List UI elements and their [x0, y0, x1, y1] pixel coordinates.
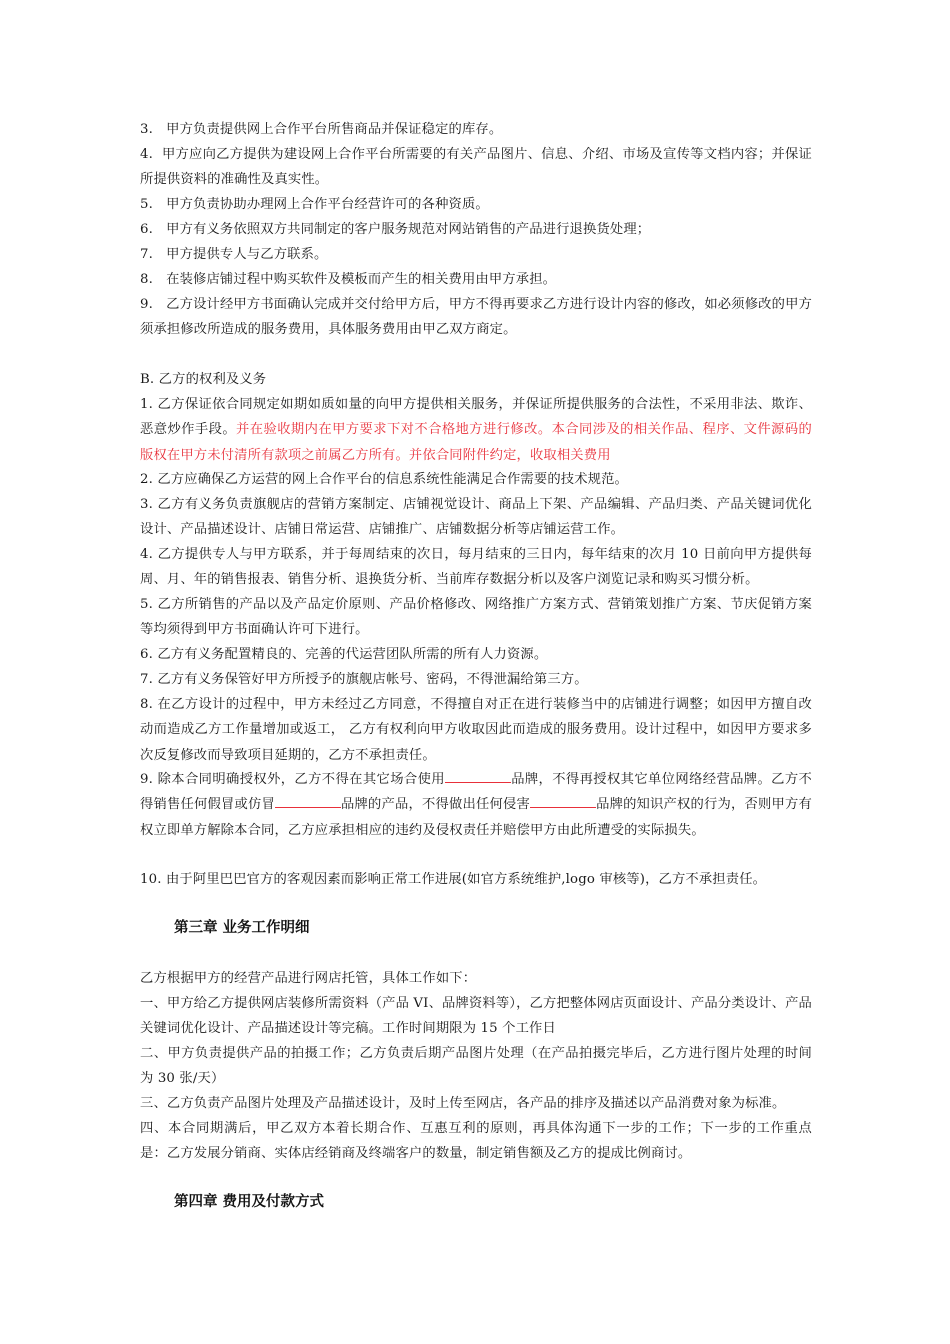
brand-blank-2 — [275, 795, 341, 808]
item-text: 品牌，不得再授权其它单位网络经营品牌。乙方不得销售任何假冒或仿冒 — [140, 772, 812, 813]
party-b-item-4: 4. 乙方提供专人与甲方联系，并于每周结束的次日，每月结束的三日内，每年结束的次月 10 日前向甲方提供每周、月、年的销售报表、销售分析、退换货分析、当前库存数据分析以及客户浏览记录和购买习惯分析。 — [140, 547, 812, 588]
party-a-item-8 — [140, 267, 812, 292]
chapter-3-item-3: 三、乙方负责产品图片处理及产品描述设计，及时上传至网店，各产品的排序及描述以产品消费对象为标准。 — [140, 1096, 786, 1111]
party-a-item-3 — [140, 117, 812, 142]
item-number: 6. — [140, 222, 153, 237]
brand-blank-1 — [445, 770, 511, 783]
chapter-4-heading: 第四章 费用及付款方式 — [174, 1194, 325, 1210]
item-text: 甲方负责协助办理网上合作平台经营许可的各种资质。 — [166, 197, 489, 212]
party-b-item-6: 6. 乙方有义务配置精良的、完善的代运营团队所需的所有人力资源。 — [140, 647, 548, 662]
chapter-3-item-4: 四、本合同期满后，甲乙双方本着长期合作、互惠互利的原则，再具体沟通下一步的工作；下一步的工作重点是：乙方发展分销商、实体店经销商及终端客户的数量，制定销售额及乙方的提成比例商讨。 — [140, 1121, 812, 1162]
party-b-item-5: 5. 乙方所销售的产品以及产品定价原则、产品价格修改、网络推广方案方式、营销策划推广方案、节庆促销方案等均须得到甲方书面确认许可下进行。 — [140, 597, 812, 638]
item-number: 7. — [140, 247, 153, 262]
chapter-3-intro: 乙方根据甲方的经营产品进行网店托管，具体工作如下： — [140, 971, 477, 986]
party-b-item-1 — [140, 392, 812, 468]
item-text: 甲方负责提供网上合作平台所售商品并保证稳定的库存。 — [166, 122, 503, 137]
item-text: 甲方提供专人与乙方联系。 — [166, 247, 328, 262]
chapter-3-item-1: 一、甲方给乙方提供网店装修所需资料（产品 VI、品牌资料等），乙方把整体网店页面设计、产品分类设计、产品关键词优化设计、产品描述设计等完稿。工作时间期限为 15 个工作日 — [140, 996, 812, 1037]
item-text: 9. 除本合同明确授权外，乙方不得在其它场合使用 — [140, 772, 445, 787]
party-a-item-5 — [140, 192, 812, 217]
chapter-3-item-2: 二、甲方负责提供产品的拍摄工作；乙方负责后期产品图片处理（在产品拍摄完毕后，乙方进行图片处理的时间为 30 张/天） — [140, 1046, 812, 1087]
party-b-item-2: 2. 乙方应确保乙方运营的网上合作平台的信息系统性能满足合作需要的技术规范。 — [140, 472, 629, 487]
item-text: 在装修店铺过程中购买软件及模板而产生的相关费用由甲方承担。 — [166, 272, 557, 287]
item-number: 3. — [140, 122, 153, 137]
party-b-item-10: 10. 由于阿里巴巴官方的客观因素而影响正常工作进展(如官方系统维护,logo 审核等)，乙方不承担责任。 — [140, 872, 767, 887]
party-b-item-3: 3. 乙方有义务负责旗舰店的营销方案制定、店铺视觉设计、商品上下架、产品编辑、产品归类、产品关键词优化设计、产品描述设计、店铺日常运营、店铺推广、店铺数据分析等店铺运营工作。 — [140, 497, 812, 538]
party-b-item-9 — [140, 767, 812, 843]
brand-blank-3 — [530, 795, 596, 808]
item-number: 5. — [140, 197, 153, 212]
item-text-highlight: 并在验收期内在甲方要求下对不合格地方进行修改。本合同涉及的相关作品、程序、文件源码的版权在甲方未付清所有款项之前属乙方所有。并依合同附件约定，收取相关费用 — [140, 422, 812, 463]
item-number: 4. — [140, 147, 153, 162]
item-text: 乙方设计经甲方书面确认完成并交付给甲方后，甲方不得再要求乙方进行设计内容的修改，如必须修改的甲方须承担修改所造成的服务费用，具体服务费用由甲乙双方商定。 — [140, 297, 812, 338]
party-a-item-6 — [140, 217, 812, 242]
item-text: 品牌的知识产权的行为，否则甲方有权立即单方解除本合同，乙方应承担相应的违约及侵权责任并赔偿甲方由此所遭受的实际损失。 — [140, 797, 812, 838]
chapter-3-heading: 第三章 业务工作明细 — [174, 920, 310, 936]
item-text: 甲方有义务依照双方共同制定的客户服务规范对网站销售的产品进行退换货处理； — [166, 222, 651, 237]
party-a-item-9 — [140, 292, 812, 343]
party-b-item-8: 8. 在乙方设计的过程中，甲方未经过乙方同意，不得擅自对正在进行装修当中的店铺进行调整；如因甲方擅自改动而造成乙方工作量增加或返工， 乙方有权利向甲方收取因此而造成的服务费用。设计过程中，如因甲方要求多次反复修改而导致项目延期的，乙方不承担责任。 — [140, 697, 812, 763]
item-number: 8. — [140, 272, 153, 287]
item-number: 9. — [140, 297, 153, 312]
party-b-item-7: 7. 乙方有义务保管好甲方所授予的旗舰店帐号、密码，不得泄漏给第三方。 — [140, 672, 588, 687]
section-b-title: B. 乙方的权利及义务 — [140, 372, 267, 387]
item-text: 甲方应向乙方提供为建设网上合作平台所需要的有关产品图片、信息、介绍、市场及宣传等文档内容；并保证所提供资料的准确性及真实性。 — [140, 147, 812, 188]
item-text: 1. 乙方保证依合同规定如期如质如量的向甲方提供相关服务，并保证所提供服务的合法性，不采用非法、欺诈、恶意炒作手段。 — [140, 397, 812, 438]
party-a-item-4 — [140, 142, 812, 193]
party-a-item-7 — [140, 242, 812, 267]
item-text: 品牌的产品，不得做出任何侵害 — [340, 797, 531, 813]
